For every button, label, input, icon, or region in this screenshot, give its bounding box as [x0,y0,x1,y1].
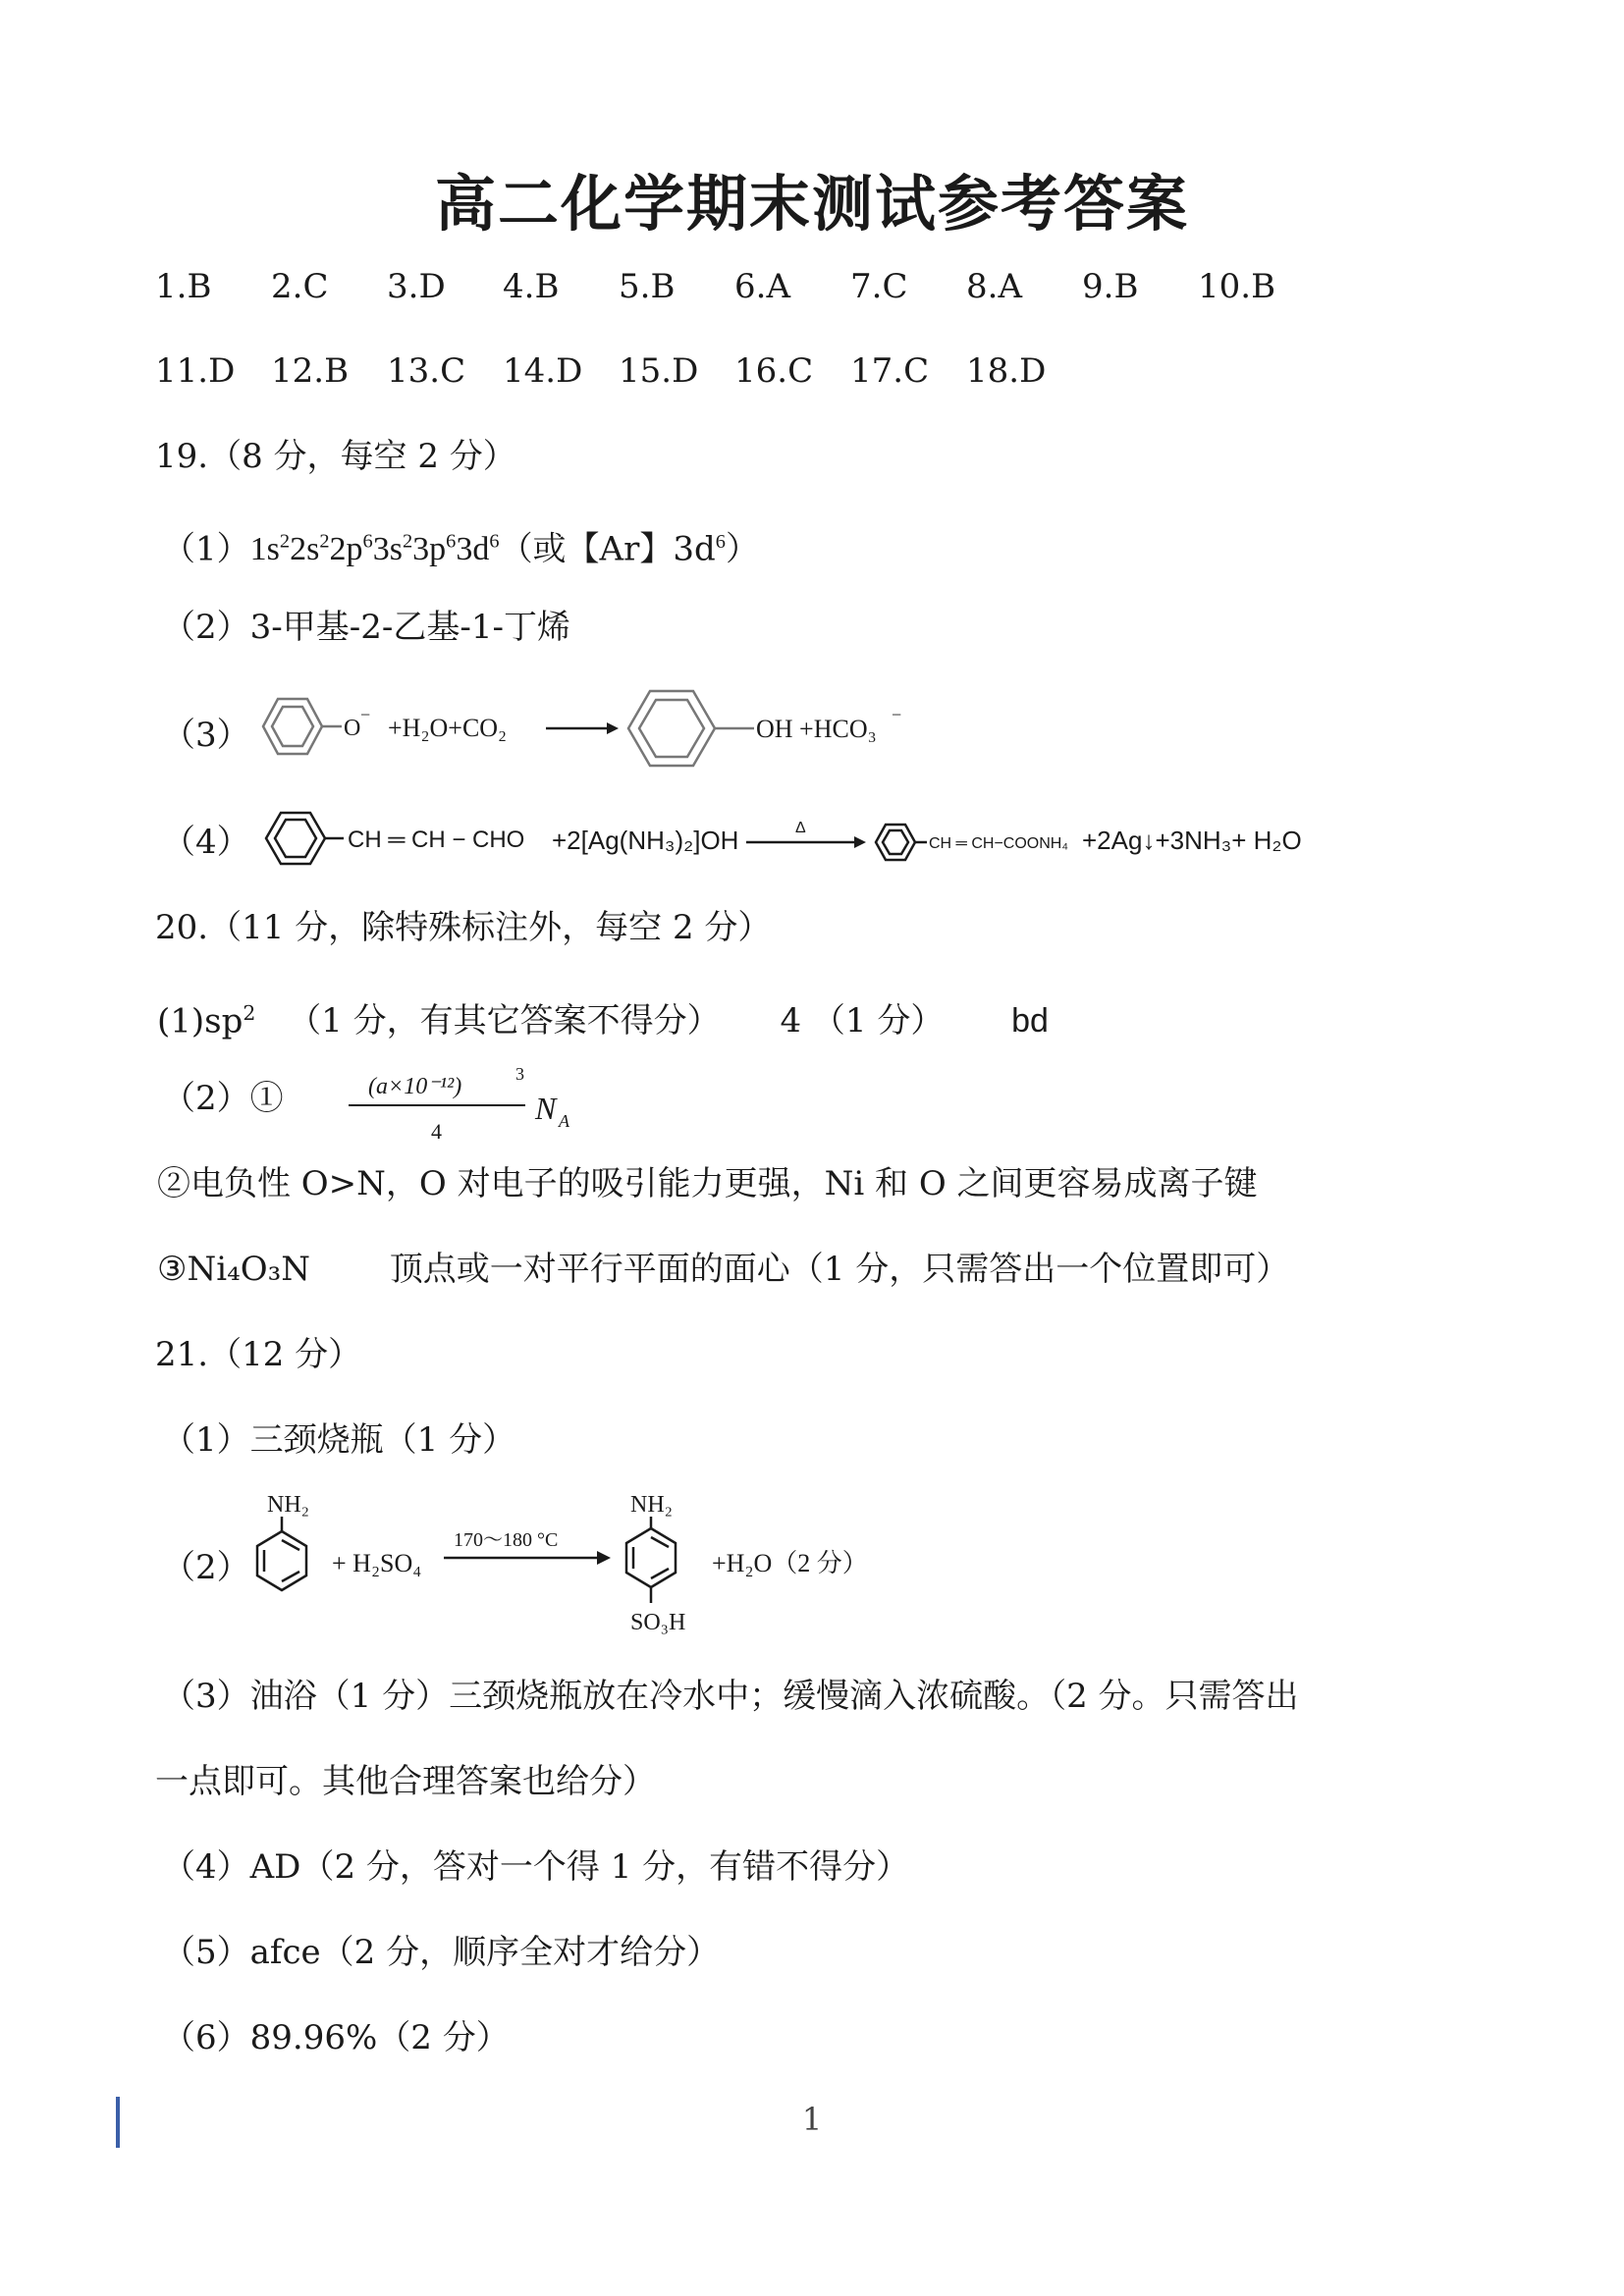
svg-text:(a×10⁻¹²): (a×10⁻¹²) [368,1074,462,1099]
svg-text:4: 4 [431,1119,442,1144]
choice-answer: 1.B [155,267,212,306]
q21-part3-line1: （3）油浴（1 分）三颈烧瓶放在冷水中；缓慢滴入浓硫酸。（2 分。只需答出 [162,1677,1299,1716]
q21-header: 21.（12 分） [155,1335,362,1374]
page-number: 1 [801,2101,823,2138]
q21-sulfonation-equation [245,1487,952,1654]
q19-part3-equation [245,687,933,785]
q19-part2: （2）3-甲基-2-乙基-1-丁烯 [162,608,570,647]
q20-part2-3: ③Ni₄O₃N 顶点或一对平行平面的面心（1 分，只需答出一个位置即可） [157,1250,1290,1289]
choices-row-2 [155,349,1046,393]
svg-text:NH₂: NH₂ [630,1492,674,1518]
q21-part2-label: （2） [162,1548,250,1587]
svg-text:+H₂O（2 分）: +H₂O（2 分） [712,1549,868,1577]
svg-text:CH ═ CH − CHO: CH ═ CH − CHO [348,827,525,853]
benzene-ring-icon [257,1531,306,1590]
q19-part1: $(1)1s^22s^22p^63s^23p^63d^6$（或【Ar】$3d^6$） [162,529,759,569]
svg-text:Δ: Δ [795,820,806,836]
choice-answer: 15.D [619,351,699,391]
q19-part3-label: （3） [162,716,250,755]
choice-answer: 11.D [155,351,236,391]
choice-answer: 3.D [387,267,446,306]
choice-answer: 2.C [271,267,329,306]
choice-answer: 4.B [503,267,560,306]
q19-part4-label: （4） [162,823,250,862]
choice-answer: 17.C [850,351,930,391]
svg-text:−: − [360,705,371,724]
choice-answer: 18.D [966,351,1047,391]
q20-part2-label: （2）① [162,1079,284,1118]
q21-part5: （5）afce（2 分，顺序全对才给分） [162,1933,721,1972]
benzene-ring-icon [266,813,325,864]
choice-answer: 8.A [966,267,1022,306]
svg-text:+2[Ag(NH₃)₂]OH: +2[Ag(NH₃)₂]OH [552,826,739,855]
benzene-ring-icon [628,691,715,766]
page-title: 高二化学期末测试参考答案 [434,168,1189,240]
svg-text:+ H₂SO₄: + H₂SO₄ [332,1549,422,1577]
choice-answer: 7.C [850,267,908,306]
svg-text:N: N [535,1091,557,1126]
benzene-ring-icon [876,825,915,860]
svg-text:O: O [344,716,361,741]
choice-answer: 9.B [1082,267,1139,306]
choice-answer: 14.D [503,351,583,391]
choice-answer: 10.B [1198,267,1276,306]
svg-text:NH₂: NH₂ [267,1492,310,1518]
q19-header: 19.（8 分，每空 2 分） [155,437,516,476]
svg-text:+H₂O+CO₂: +H₂O+CO₂ [388,714,508,742]
q20-density-formula [339,1058,594,1156]
q20-header: 20.（11 分，除特殊标注外，每空 2 分） [155,908,772,947]
svg-text:170～180 °C: 170～180 °C [454,1529,559,1551]
choice-answer: 12.B [271,351,350,391]
q21-part4: （4）AD（2 分，答对一个得 1 分，有错不得分） [162,1847,910,1887]
choice-answer: 6.A [734,267,790,306]
svg-text:+2Ag↓+3NH₃+ H₂O: +2Ag↓+3NH₃+ H₂O [1082,826,1302,855]
choice-answer: 16.C [734,351,814,391]
q20-part1: $(1)sp^2$ （1 分，有其它答案不得分） 4 （1 分） bd [157,1001,1049,1041]
svg-text:CH ═ CH−COONH₄: CH ═ CH−COONH₄ [929,835,1068,852]
svg-text:OH +HCO₃: OH +HCO₃ [756,715,877,743]
choices-row-1 [155,265,1275,308]
svg-text:SO₃H: SO₃H [630,1610,686,1635]
svg-text:3: 3 [515,1064,524,1084]
q21-part1: （1）三颈烧瓶（1 分） [162,1420,516,1460]
choice-answer: 5.B [619,267,676,306]
svg-text:−: − [892,705,902,724]
svg-text:A: A [559,1111,569,1131]
q21-part3-line2: 一点即可。其他合理答案也给分） [155,1762,656,1801]
choice-answer: 13.C [387,351,466,391]
q21-part6: （6）89.96%（2 分） [162,2018,510,2057]
benzene-ring-icon [626,1528,676,1587]
q20-part2-2: ②电负性 O>N，O 对电子的吸引能力更强，Ni 和 O 之间更容易成离子键 [157,1164,1258,1203]
benzene-ring-icon [263,699,322,754]
q19-part4-equation [257,803,1347,881]
